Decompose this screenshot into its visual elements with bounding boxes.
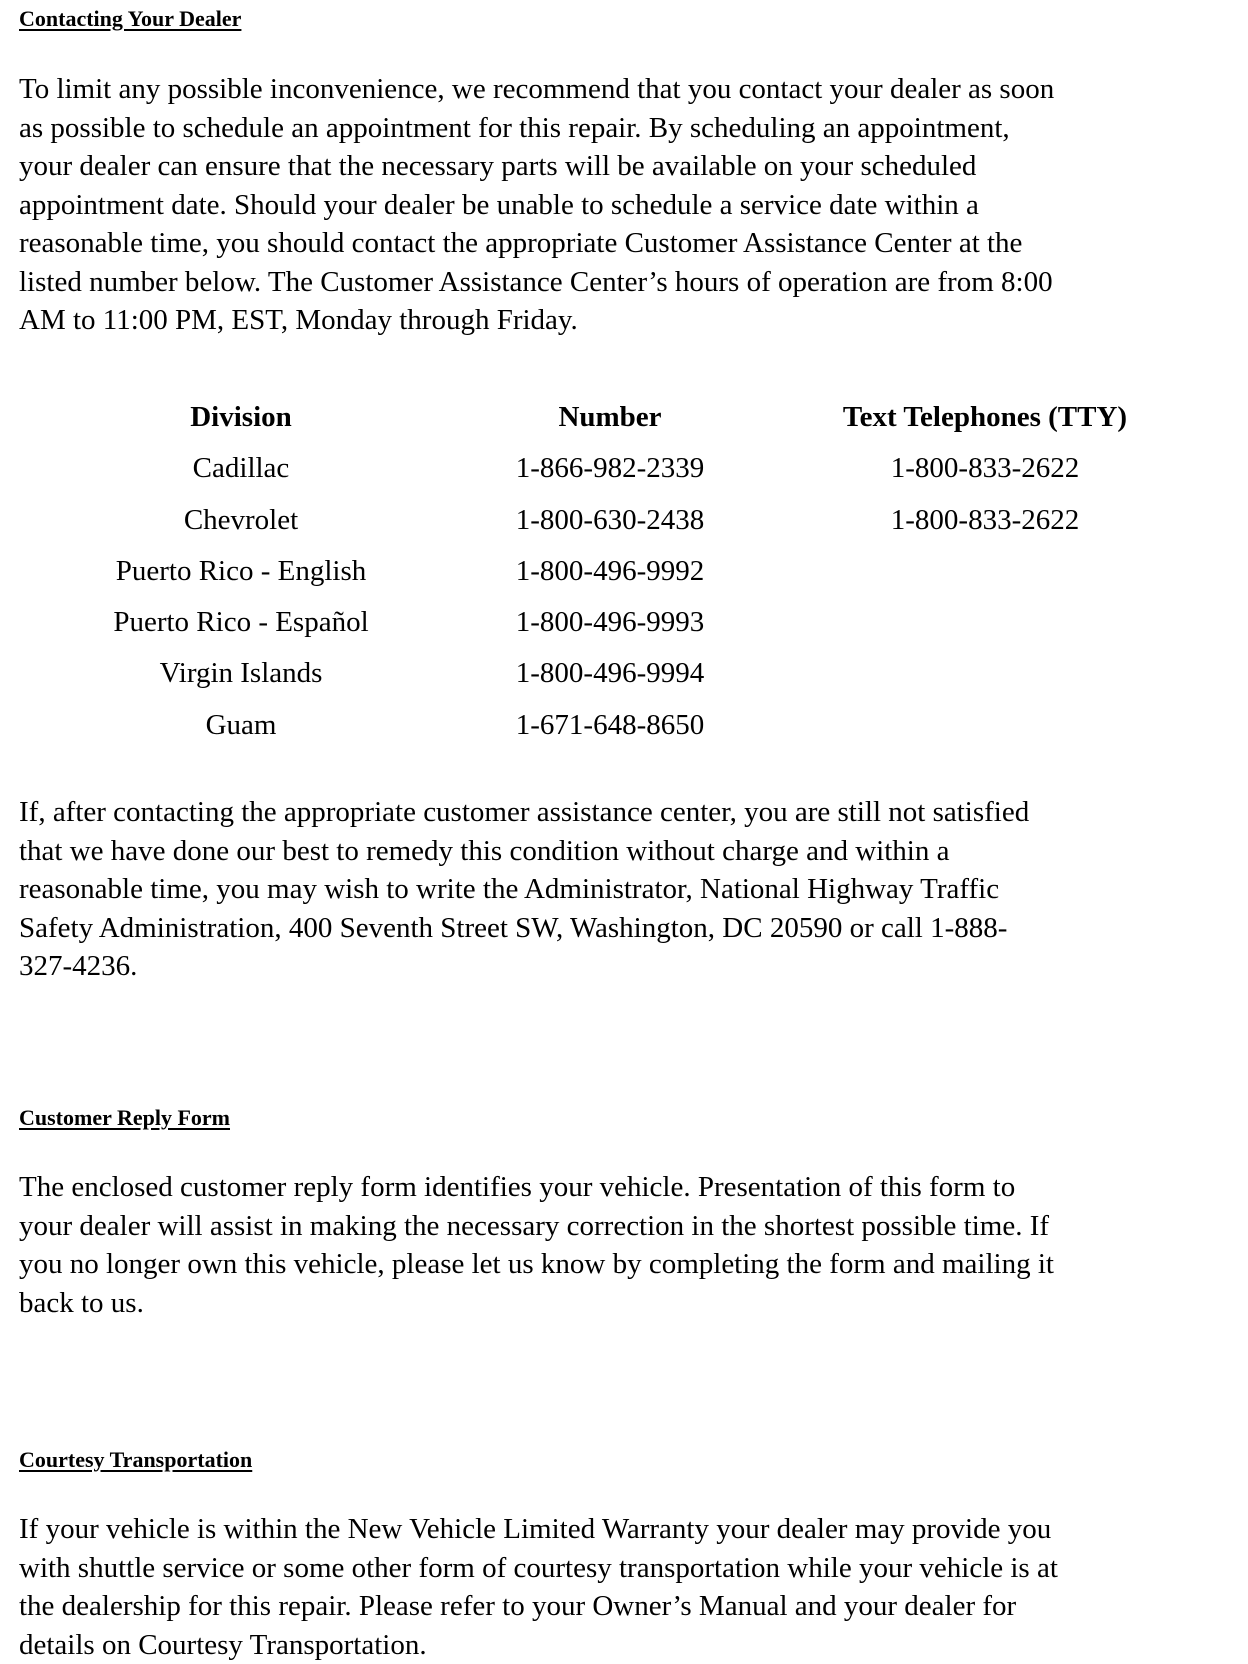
paragraph-line: that we have done our best to remedy this condition without charge and within a bbox=[19, 834, 950, 867]
paragraph-line: If, after contacting the appropriate customer assistance center, you are still not satisfied bbox=[19, 796, 1030, 828]
paragraph-line: reasonable time, you may wish to write the Administrator, National Highway Traffic bbox=[19, 873, 1000, 905]
column-header-tty: Text Telephones (TTY) bbox=[842, 401, 1128, 433]
number-cell: 1-800-496-9992 bbox=[515, 554, 705, 587]
tty-cell: 1-800-833-2622 bbox=[890, 452, 1080, 485]
table-row bbox=[19, 546, 1234, 597]
table-row bbox=[19, 597, 1234, 648]
paragraph-line: The enclosed customer reply form identifies your vehicle. Presentation of this form to bbox=[19, 1171, 1016, 1203]
contact-table bbox=[19, 392, 1234, 751]
paragraph-line: your dealer can ensure that the necessary parts will be available on your scheduled bbox=[19, 150, 977, 182]
column-header-number: Number bbox=[558, 401, 662, 433]
heading-customer-reply-form: Customer Reply Form bbox=[19, 1105, 230, 1130]
paragraph-nhtsa bbox=[19, 793, 1234, 986]
table-row bbox=[19, 443, 1234, 494]
number-cell: 1-800-496-9994 bbox=[515, 657, 705, 690]
number-cell: 1-800-630-2438 bbox=[515, 503, 705, 536]
table-row bbox=[19, 700, 1234, 751]
division-cell: Chevrolet bbox=[183, 503, 299, 536]
paragraph-line: back to us. bbox=[19, 1286, 144, 1319]
paragraph-line: your dealer will assist in making the necessary correction in the shortest possible time. If bbox=[19, 1209, 1050, 1242]
column-header-division: Division bbox=[190, 401, 292, 433]
paragraph-line: details on Courtesy Transportation. bbox=[19, 1628, 427, 1661]
paragraph-line: the dealership for this repair. Please refer to your Owner’s Manual and your dealer for bbox=[19, 1590, 1017, 1622]
paragraph-line: reasonable time, you should contact the appropriate Customer Assistance Center at the bbox=[19, 227, 1023, 259]
paragraph-line: Safety Administration, 400 Seventh Street SW, Washington, DC 20590 or call 1-888- bbox=[19, 911, 1008, 944]
paragraph-line: with shuttle service or some other form of courtesy transportation while your vehicle is at bbox=[19, 1551, 1058, 1584]
paragraph-line: 327-4236. bbox=[19, 950, 138, 982]
heading-courtesy-transportation: Courtesy Transportation bbox=[19, 1447, 253, 1472]
paragraph-reply-form bbox=[19, 1168, 1234, 1322]
table-row bbox=[19, 495, 1234, 546]
table-header-row bbox=[19, 392, 1234, 443]
paragraph-line: AM to 11:00 PM, EST, Monday through Friday. bbox=[19, 304, 578, 336]
tty-cell: 1-800-833-2622 bbox=[890, 503, 1080, 536]
paragraph-line: To limit any possible inconvenience, we recommend that you contact your dealer as soon bbox=[19, 73, 1055, 105]
number-cell: 1-866-982-2339 bbox=[515, 452, 705, 485]
number-cell: 1-671-648-8650 bbox=[515, 708, 705, 741]
table-row bbox=[19, 648, 1234, 699]
division-cell: Puerto Rico - English bbox=[115, 554, 367, 587]
division-cell: Guam bbox=[205, 708, 277, 741]
paragraph-line: appointment date. Should your dealer be unable to schedule a service date within a bbox=[19, 188, 979, 221]
number-cell: 1-800-496-9993 bbox=[515, 606, 705, 639]
paragraph-courtesy-transportation bbox=[19, 1510, 1234, 1664]
paragraph-line: If your vehicle is within the New Vehicle Limited Warranty your dealer may provide you bbox=[19, 1513, 1052, 1545]
division-cell: Puerto Rico - Español bbox=[113, 606, 369, 639]
paragraph-line: you no longer own this vehicle, please let us know by completing the form and mailing it bbox=[19, 1248, 1054, 1280]
division-cell: Cadillac bbox=[192, 452, 290, 485]
paragraph-line: as possible to schedule an appointment for this repair. By scheduling an appointment, bbox=[19, 111, 1010, 144]
paragraph-line: listed number below. The Customer Assistance Center’s hours of operation are from 8:00 bbox=[19, 265, 1053, 298]
heading-contacting-your-dealer: Contacting Your Dealer bbox=[19, 6, 242, 31]
paragraph-contact-dealer bbox=[19, 70, 1234, 340]
division-cell: Virgin Islands bbox=[159, 657, 323, 690]
